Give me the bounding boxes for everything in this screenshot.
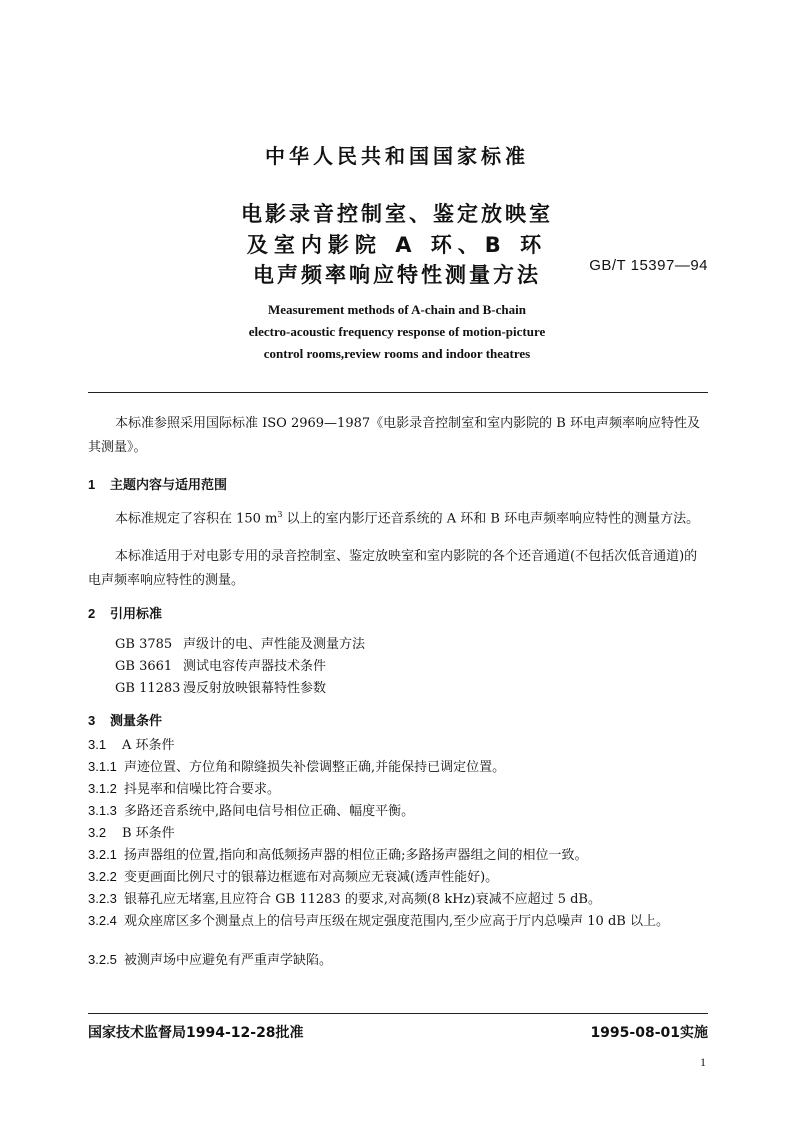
intro-text: 本标准参照采用国际标准 ISO 2969—1987《电影录音控制室和室内影院的 B 环电声频率响应特性及其测量》。 (88, 416, 700, 455)
section-3-heading (88, 710, 162, 729)
standard-code: GB/T 15397—94 (589, 257, 708, 274)
reference-code: GB 3661 (115, 659, 173, 674)
page-number: 1 (700, 1055, 706, 1069)
title-line-3: 电声频率响应特性测量方法 (253, 263, 541, 287)
clause-text: B 环条件 (122, 826, 175, 841)
section-2-title: 引用标准 (110, 607, 163, 622)
clause-text: 多路还音系统中,路间电信号相位正确、幅度平衡。 (124, 804, 415, 819)
reference-title: 漫反射放映银幕特性参数 (183, 681, 327, 696)
top-divider (88, 392, 708, 393)
clause-number: 3.1.3 (88, 803, 117, 818)
reference-title: 声级计的电、声性能及测量方法 (183, 637, 366, 652)
clause-number: 3.1 (88, 737, 107, 752)
section-1-p1-after: 以上的室内影厅还音系统的 A 环和 B 环电声频率响应特性的测量方法。 (282, 511, 700, 527)
title-line-1: 电影录音控制室、鉴定放映室 (241, 202, 553, 226)
clause-number: 3.2 (88, 825, 107, 840)
section-1-p1-superscript: 3 (277, 510, 283, 519)
section-3-title: 测量条件 (110, 714, 163, 729)
section-1-heading (88, 474, 227, 493)
effective-date: 1995-08-01实施 (590, 1025, 708, 1041)
title-line-2: 及室内影院 A 环、B 环 (246, 233, 548, 257)
clause-number: 3.1.1 (88, 759, 117, 774)
english-title-line-3: control rooms,review rooms and indoor theatres (263, 346, 531, 361)
clause-number: 3.1.2 (88, 781, 117, 796)
reference-code: GB 11283 (115, 681, 181, 696)
clause-text: 扬声器组的位置,指向和高低频扬声器的相位正确;多路扬声器组之间的相位一致。 (124, 848, 588, 863)
clause-item (88, 948, 708, 973)
clause-number: 3.2.1 (88, 847, 117, 862)
clause-item (88, 909, 708, 934)
intro-paragraph (88, 412, 708, 460)
national-standard-heading: 中华人民共和国国家标准 (265, 144, 529, 168)
section-1-title: 主题内容与适用范围 (110, 478, 228, 493)
section-1-p2-text: 本标准适用于对电影专用的录音控制室、鉴定放映室和室内影院的各个还音通道(不包括次低音通道)的电声频率响应特性的测量。 (88, 549, 698, 588)
english-title-line-2: electro-acoustic frequency response of motion-picture (248, 324, 546, 339)
english-title-line-1: Measurement methods of A-chain and B-chain (268, 302, 526, 317)
clause-text: 银幕孔应无堵塞,且应符合 GB 11283 的要求,对高频(8 kHz)衰减不应超过 5 dB。 (124, 892, 601, 907)
clause-text: 抖晃率和信噪比符合要求。 (124, 782, 281, 797)
section-1-p1-before: 本标准规定了容积在 150 m (115, 511, 278, 527)
clause-text: 变更画面比例尺寸的银幕边框遮布对高频应无衰减(透声性能好)。 (124, 870, 499, 885)
section-3-number: 3 (88, 713, 96, 728)
clause-text: 观众座席区多个测量点上的信号声压级在规定强度范围内,至少应高于厅内总噪声 10 dB 以上。 (124, 914, 669, 929)
clause-text: 被测声场中应避免有严重声学缺陷。 (124, 953, 333, 968)
reference-title: 测试电容传声器技术条件 (183, 659, 327, 674)
clause-number: 3.2.3 (88, 891, 117, 906)
reference-item (115, 677, 326, 696)
clause-number: 3.2.2 (88, 869, 117, 884)
clause-number: 3.2.4 (88, 913, 117, 928)
section-2-heading (88, 603, 162, 622)
section-2-number: 2 (88, 606, 96, 621)
section-1-paragraph-2 (88, 545, 708, 593)
reference-item (115, 633, 365, 652)
clause-text: A 环条件 (122, 738, 175, 753)
section-1-paragraph-1 (88, 503, 708, 531)
section-1-number: 1 (88, 477, 96, 492)
bottom-divider (88, 1013, 708, 1014)
reference-code: GB 3785 (115, 637, 173, 652)
reference-item (115, 655, 326, 674)
clause-number: 3.2.5 (88, 952, 117, 967)
approval-date: 国家技术监督局1994-12-28批准 (88, 1025, 304, 1041)
clause-text: 声迹位置、方位角和隙缝损失补偿调整正确,并能保持已调定位置。 (124, 760, 506, 775)
